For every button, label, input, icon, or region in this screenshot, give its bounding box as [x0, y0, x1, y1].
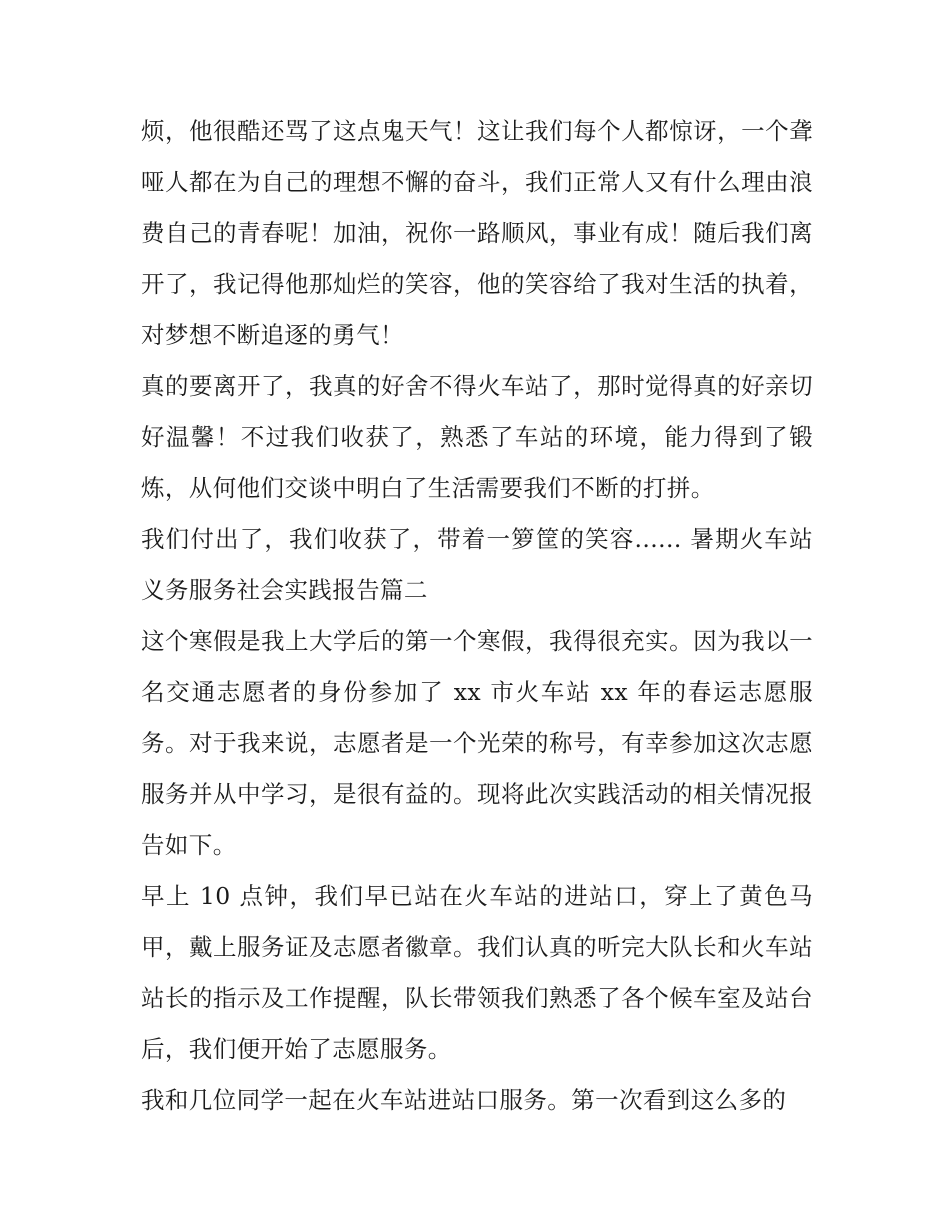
paragraph-3: 我们付出了，我们收获了，带着一箩筐的笑容...... 暑期火车站义务服务社会实践报告篇二 [141, 525, 813, 604]
paragraph-2: 真的要离开了，我真的好舍不得火车站了，那时觉得真的好亲切好温馨！不过我们收获了，熟悉了车站的环境，能力得到了锻炼，从何他们交谈中明白了生活需要我们不断的打拼。 [141, 372, 813, 502]
document-body [141, 106, 813, 1126]
paragraph-1: 烦，他很酷还骂了这点鬼天气！这让我们每个人都惊讶，一个聋哑人都在为自己的理想不懈的奋斗，我们正常人又有什么理由浪费自己的青春呢！加油，祝你一路顺风，事业有成！随后我们离开了，我记得他那灿烂的笑容，他的笑容给了我对生活的执着，对梦想不断追逐的勇气！ [141, 117, 813, 349]
paragraph-6: 我和几位同学一起在火车站进站口服务。第一次看到这么多的 [141, 1086, 787, 1114]
paragraph-4: 这个寒假是我上大学后的第一个寒假，我得很充实。因为我以一名交通志愿者的身份参加了 xx 市火车站 xx 年的春运志愿服务。对于我来说，志愿者是一个光荣的称号，有幸参加这次志愿服务并从中学习，是很有益的。现将此次实践活动的相关情况报告如下。 [141, 627, 813, 859]
paragraph-5: 早上 10 点钟，我们早已站在火车站的进站口，穿上了黄色马甲，戴上服务证及志愿者徽章。我们认真的听完大队长和火车站站长的指示及工作提醒，队长带领我们熟悉了各个候车室及站台后，我们便开始了志愿服务。 [141, 882, 813, 1063]
